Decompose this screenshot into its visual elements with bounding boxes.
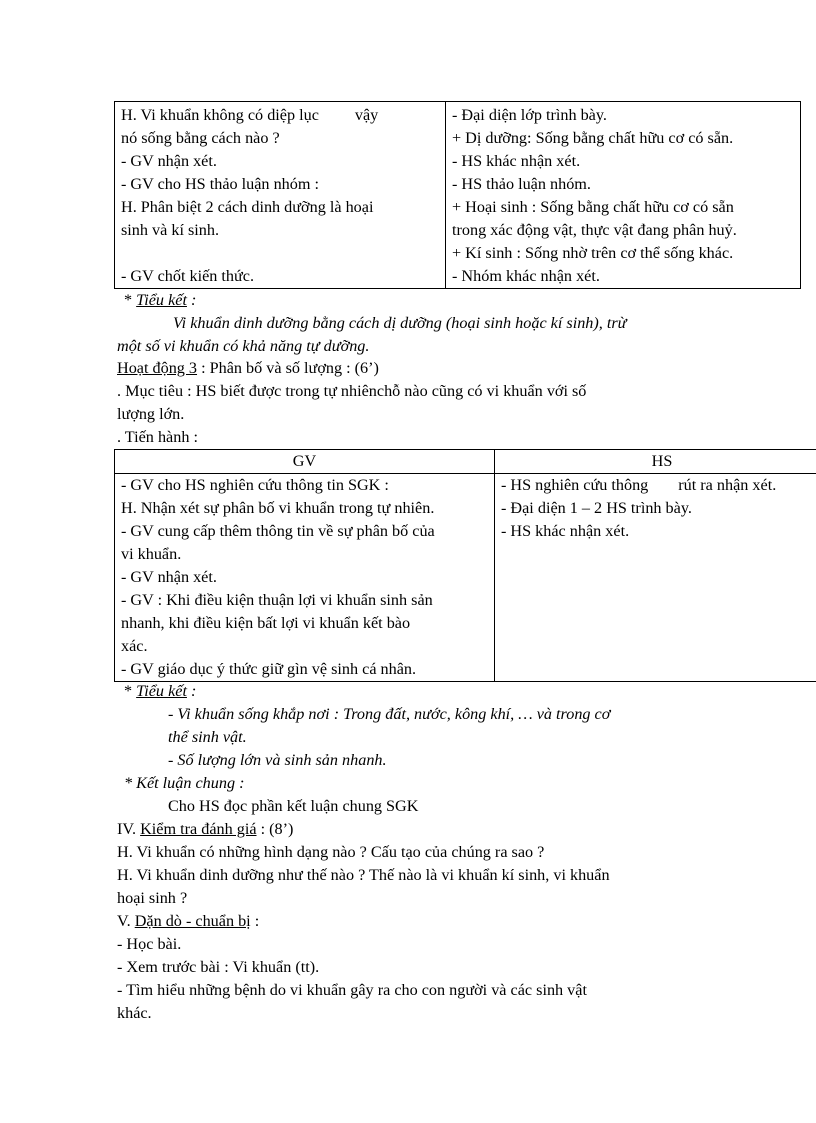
table1-right-line-1: + Dị dưỡng: Sống bằng chất hữu cơ có sẵn. (452, 129, 734, 147)
activity3-goal-line1: . Mục tiêu : HS biết được trong tự nhiênchỗ nào cũng có vi khuẩn với số (117, 382, 587, 400)
table2-right-line-2: - HS khác nhận xét. (501, 522, 630, 540)
table2-left-line-8: - GV giáo dục ý thức giữ gìn vệ sinh cá nhân. (121, 660, 417, 678)
activity3-table (114, 449, 816, 682)
table1-left-line-1: nó sống bằng cách nào ? (121, 129, 280, 147)
table1-right-line-3: - HS thảo luận nhóm. (452, 175, 591, 193)
table1-right-line-4: + Hoại sinh : Sống bằng chất hữu cơ có sẵn (452, 198, 734, 216)
table1-right-line-7: - Nhóm khác nhận xét. (452, 267, 600, 285)
activity3-heading: Hoạt động 3 : Phân bố và số lượng : (6’) (117, 359, 379, 377)
summary2-heading: * Tiểu kết : (124, 682, 197, 700)
student-column (446, 102, 801, 289)
table2-left-line-5: - GV : Khi điều kiện thuận lợi vi khuẩn sinh sản (121, 591, 433, 609)
summary1-line2: một số vi khuẩn có khả năng tự dưỡng. (117, 337, 370, 355)
section5-item-0: - Học bài. (117, 935, 182, 953)
summary2-line3: - Số lượng lớn và sinh sản nhanh. (168, 751, 387, 769)
table1-left-line-3: - GV cho HS thảo luận nhóm : (121, 175, 319, 193)
table2-right-line-1: - Đại diện 1 – 2 HS trình bày. (501, 499, 692, 517)
table2-left-line-7: xác. (121, 637, 148, 655)
section5-heading: V. Dặn dò - chuẩn bị : (117, 912, 260, 930)
table1-left-line-2: - GV nhận xét. (121, 152, 217, 170)
table2-right-line-0: - HS nghiên cứu thông rút ra nhận xét. (501, 476, 777, 494)
section5-item-2: - Tìm hiểu những bệnh do vi khuẩn gây ra cho con người và các sinh vật (117, 981, 587, 999)
summary2-line2: thể sinh vật. (168, 728, 247, 746)
table1-left-line-4: H. Phân biệt 2 cách dinh dưỡng là hoại (121, 198, 374, 216)
section4-heading: IV. Kiểm tra đánh giá : (8’) (117, 820, 294, 838)
table1-right-line-2: - HS khác nhận xét. (452, 152, 581, 170)
table2-left-line-3: vi khuẩn. (121, 545, 182, 563)
table1-left-line-6 (121, 242, 439, 265)
summary1-heading: * Tiểu kết : (124, 291, 197, 309)
table2-left-line-4: - GV nhận xét. (121, 568, 217, 586)
activity3-goal-line2: lượng lớn. (117, 405, 185, 423)
section4-question2: H. Vi khuẩn dinh dưỡng như thế nào ? Thế nào là vi khuẩn kí sinh, vi khuẩn (117, 866, 610, 884)
teacher-column (115, 102, 446, 289)
table2-left-line-1: H. Nhận xét sự phân bố vi khuẩn trong tự nhiên. (121, 499, 435, 517)
table2-left-line-2: - GV cung cấp thêm thông tin về sự phân bố của (121, 522, 435, 540)
table1-right-line-5: trong xác động vật, thực vật đang phân huỷ. (452, 221, 737, 239)
header-hs: HS (495, 450, 816, 474)
student-column (495, 474, 816, 682)
table2-left-line-6: nhanh, khi điều kiện bất lợi vi khuẩn kết bào (121, 614, 411, 632)
table1-right-line-6: + Kí sinh : Sống nhờ trên cơ thể sống khác. (452, 244, 734, 262)
section5-item-3: khác. (117, 1004, 152, 1022)
conclusion-text: Cho HS đọc phần kết luận chung SGK (168, 797, 419, 815)
table1-left-line-7: - GV chốt kiến thức. (121, 267, 255, 285)
activity2-table (114, 101, 801, 289)
table1-right-line-0: - Đại diện lớp trình bày. (452, 106, 607, 124)
conclusion-heading: * Kết luận chung : (124, 774, 245, 792)
header-gv: GV (115, 450, 495, 474)
table2-left-line-0: - GV cho HS nghiên cứu thông tin SGK : (121, 476, 389, 494)
teacher-column (115, 474, 495, 682)
table1-left-line-0: H. Vi khuẩn không có diệp lục vậy (121, 106, 379, 124)
table1-left-line-5: sinh và kí sinh. (121, 221, 220, 239)
summary2-line1: - Vi khuẩn sống khắp nơi : Trong đất, nước, kông khí, … và trong cơ (168, 705, 611, 723)
summary1-line1: Vi khuẩn dinh dưỡng bằng cách dị dưỡng (hoại sinh hoặc kí sinh), trừ (173, 314, 627, 332)
section5-item-1: - Xem trước bài : Vi khuẩn (tt). (117, 958, 320, 976)
section4-question2-cont: hoại sinh ? (117, 889, 188, 907)
section4-question1: H. Vi khuẩn có những hình dạng nào ? Cấu tạo của chúng ra sao ? (117, 843, 545, 861)
activity3-procedure: . Tiến hành : (117, 428, 198, 446)
